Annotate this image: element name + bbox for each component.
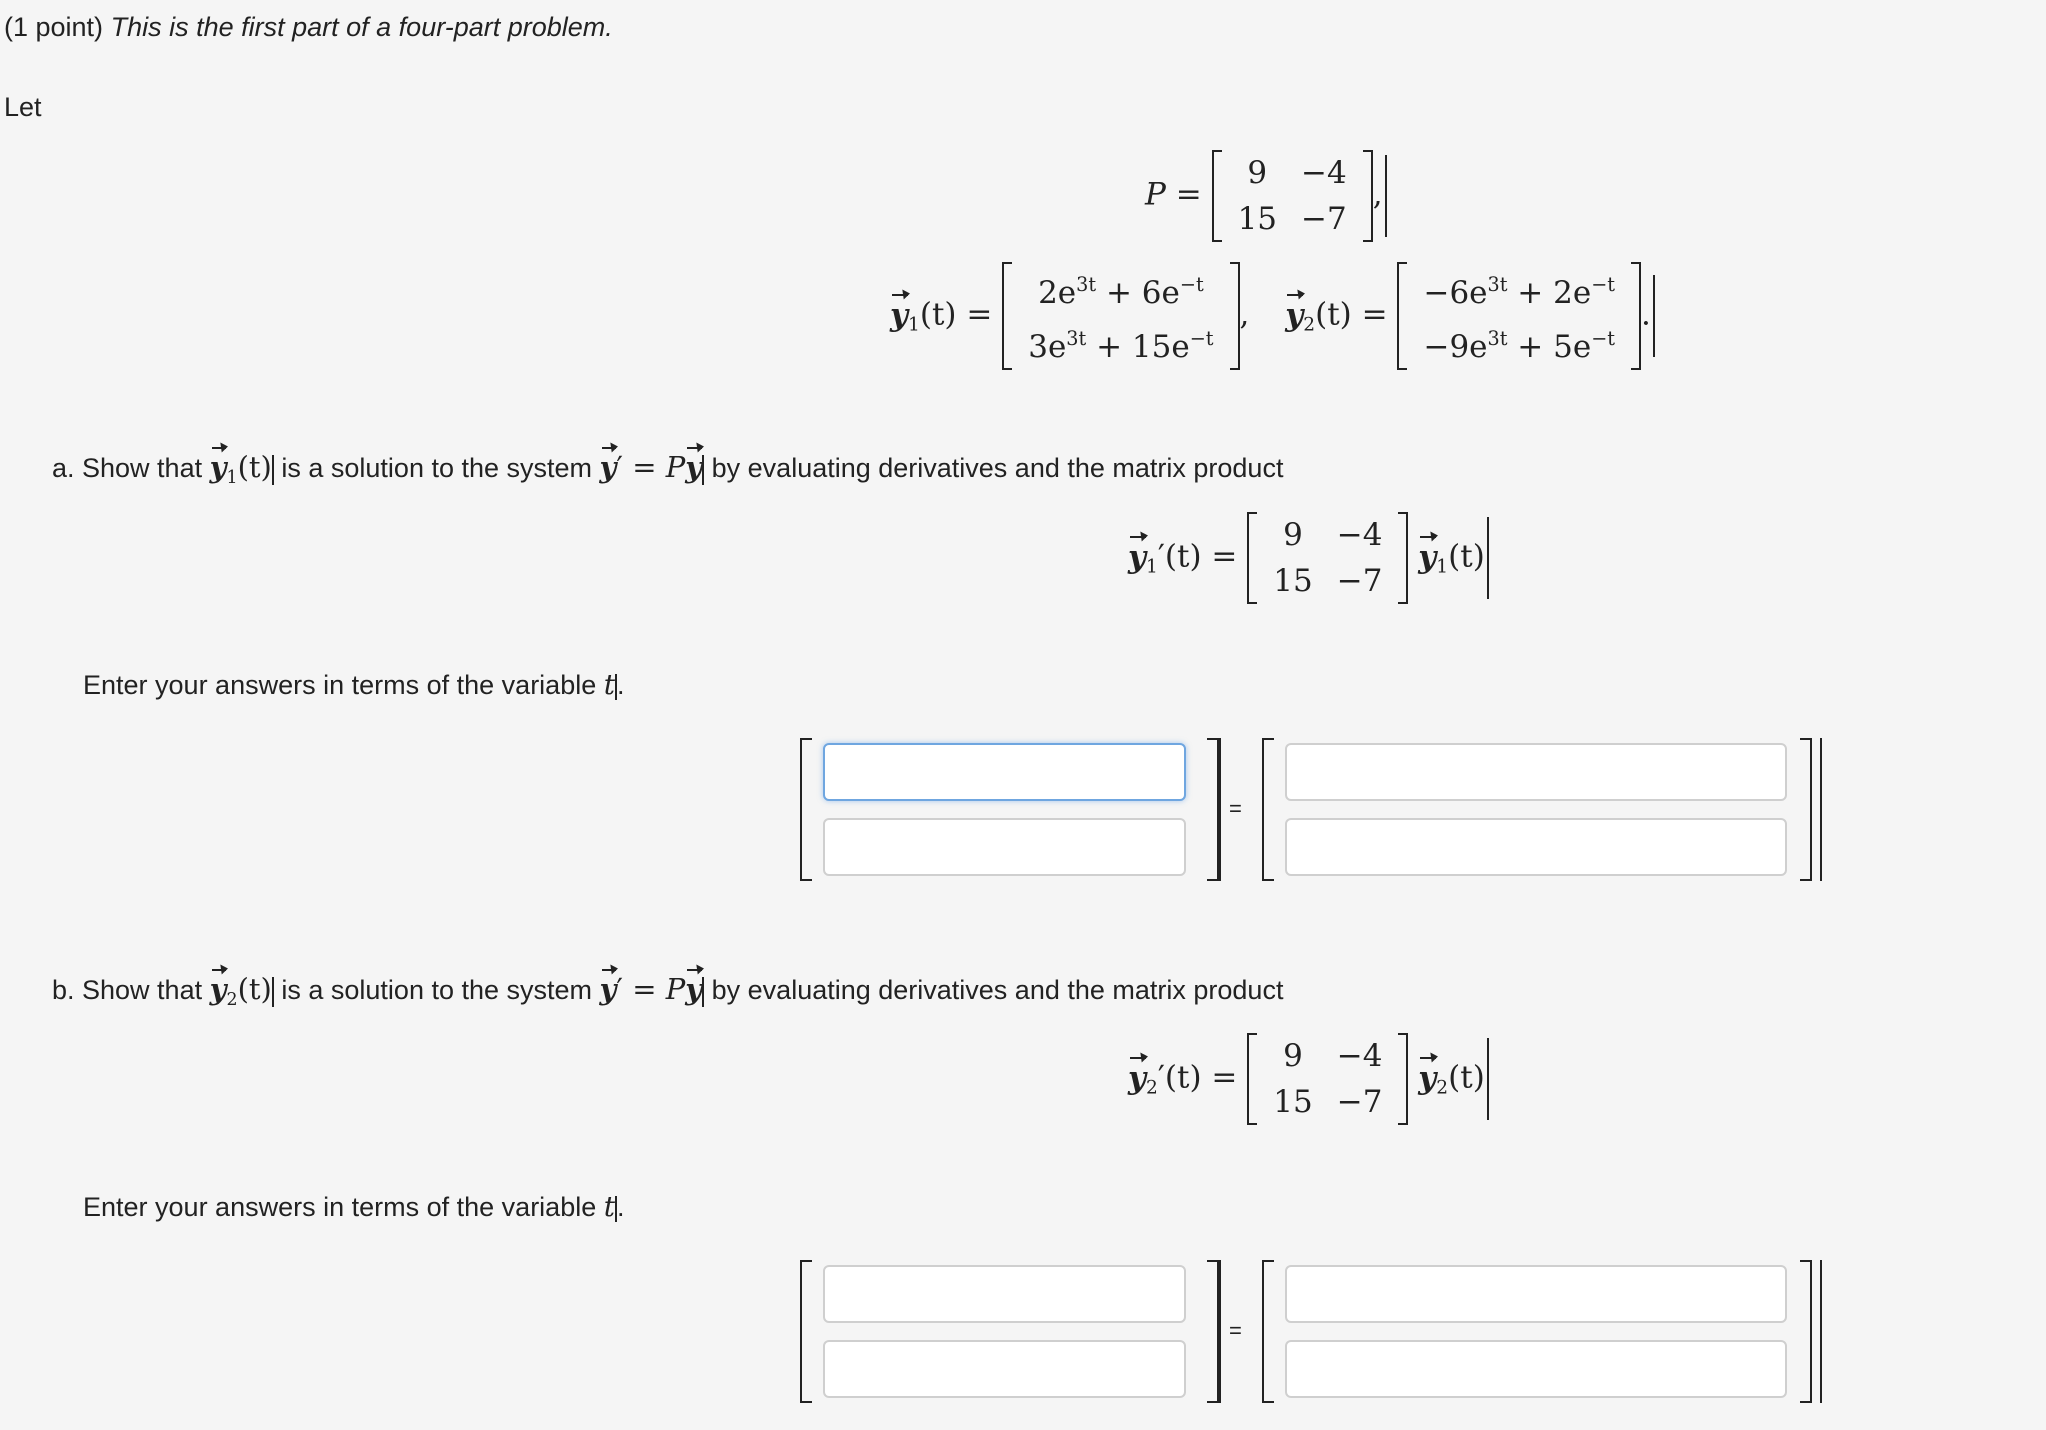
matrix-p-copy: 9 −4 15 −7 [1247,512,1408,604]
part-a-rhs-top-input[interactable] [1285,743,1787,801]
bracket-edge [1820,1260,1822,1403]
problem-intro [4,10,613,44]
y2-row1: $-6e^{3t} + 2e^{-t}$ [1423,273,1616,311]
matrix-p [1212,150,1373,242]
bracket-edge [1219,738,1221,881]
part-a-statement: a. Show that $y_1(t)$ is a solution to the system y′ = Py by evaluating derivatives and the matrix product [52,450,1284,488]
part-b-rhs-bottom-input[interactable] [1285,1340,1787,1398]
equals-sign: = [1229,796,1242,821]
y1-vector [1002,262,1239,370]
let-label: Let [4,92,42,122]
y2-vector [1397,262,1641,370]
left-bracket-a-left [800,738,812,881]
text-cursor [1487,517,1489,599]
part-a-equation: $y_1'(t)$ = 9 −4 15 −7 $y_1(t)$ [1128,512,1489,604]
part-a-instruction: Enter your answers in terms of the variable t. [83,668,625,701]
y2-row2: $-9e^{3t} + 5e^{-t}$ [1423,327,1616,365]
bracket-edge [1820,738,1822,881]
part-b-rhs-top-input[interactable] [1285,1265,1787,1323]
vectors-definition: $y_1(t)$ = $2e^{3t} + 6e^{-t}$ $3e^{3t} + 15e^{-t}$ , $y_2(t)$ = $-6e^{3t} + 2e^{-t}$ $-9e^{3t} + 5e^{-t}$ . [890,262,1655,370]
matrix-p-cell: −4 [1301,155,1347,191]
right-bracket-a-right [1800,738,1812,881]
matrix-p-copy: 9 −4 15 −7 [1247,1033,1408,1125]
y1-row2: $3e^{3t} + 15e^{-t}$ [1028,327,1214,365]
y1-row1: $2e^{3t} + 6e^{-t}$ [1038,273,1204,311]
left-bracket-b-right [1262,1260,1274,1403]
points-label: (1 point) [4,12,104,42]
part-b-lhs-bottom-input[interactable] [823,1340,1186,1398]
right-bracket-b-right [1800,1260,1812,1403]
y2-vector-symbol: y [1285,296,1304,333]
matrix-p-cell: 15 [1237,201,1278,237]
y1-vector-symbol: y [890,296,909,333]
part-b-instruction: Enter your answers in terms of the variable t. [83,1190,625,1223]
left-bracket-b-left [800,1260,812,1403]
part-a-rhs-bottom-input[interactable] [1285,818,1787,876]
part-b-lhs-top-input[interactable] [823,1265,1186,1323]
matrix-p-name: P [1145,176,1166,213]
right-bracket-b-left [1207,1260,1219,1403]
text-cursor [1385,155,1387,237]
part-a-lhs-bottom-input[interactable] [823,818,1186,876]
problem-description: This is the first part of a four-part problem. [110,12,613,42]
left-bracket-a-right [1262,738,1274,881]
part-a-lhs-top-input[interactable] [823,743,1186,801]
text-cursor [1653,275,1655,357]
part-b-statement: b. Show that $y_2(t)$ is a solution to the system y′ = Py by evaluating derivatives and the matrix product [52,972,1284,1010]
matrix-p-definition: P = 9 −4 15 −7 , [1145,150,1387,242]
equals-sign: = [1229,1318,1242,1343]
matrix-p-cell: 9 [1247,155,1268,191]
part-b-equation: $y_2'(t)$ = 9 −4 15 −7 $y_2(t)$ [1128,1033,1489,1125]
text-cursor [1487,1038,1489,1120]
bracket-edge [1219,1260,1221,1403]
matrix-p-cell: −7 [1301,201,1347,237]
right-bracket-a-left [1207,738,1219,881]
